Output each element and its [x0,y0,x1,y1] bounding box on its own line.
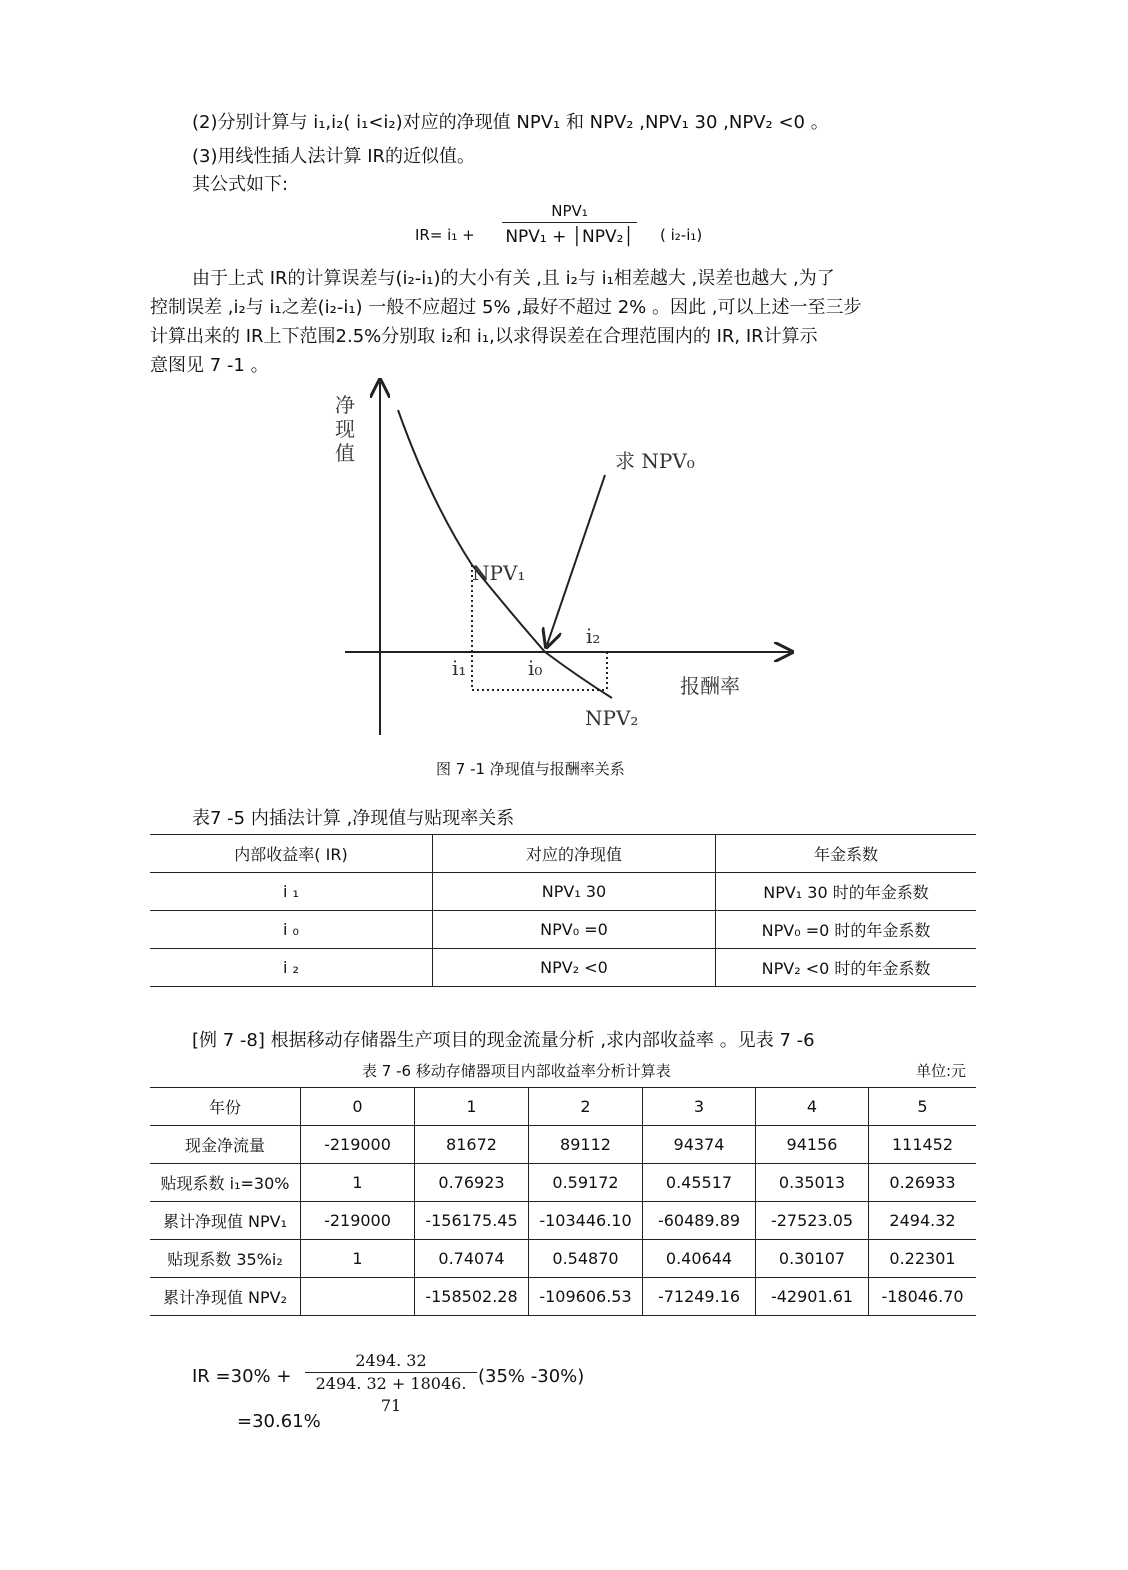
table-row [150,1202,976,1240]
table76-unit: 单位:元 [916,1062,967,1080]
cell: -60489.89 [643,1202,756,1240]
step3-text: (3)用线性插人法计算 IR的近似值。 [192,146,476,167]
header-cell: 1 [415,1088,529,1126]
cell: 0.40644 [643,1240,756,1278]
header-cell: 年份 [150,1088,301,1126]
arrow-to-npv0 [547,475,605,645]
cell: 94374 [643,1126,756,1164]
cell: NPV₁ 30 时的年金系数 [716,873,977,911]
table-row [150,1278,976,1316]
cell: -219000 [301,1126,415,1164]
table-row [150,949,976,987]
cell: 0.26933 [869,1164,977,1202]
cell: 81672 [415,1126,529,1164]
cell: 0.22301 [869,1240,977,1278]
cell: 1 [301,1240,415,1278]
header-cell: 对应的净现值 [433,835,716,873]
header-cell: 内部收益率( IR) [150,835,433,873]
row-label-cell: 现金净流量 [150,1126,301,1164]
formula-intro: 其公式如下: [192,174,289,195]
header-cell: 年金系数 [716,835,977,873]
y-axis-label: 值 [335,441,355,465]
table-row [150,1240,976,1278]
table-header-row [150,835,976,873]
npv2-label: NPV₂ [585,706,639,730]
cell: 0.59172 [529,1164,643,1202]
figure-caption: 图 7 -1 净现值与报酬率关系 [436,760,625,778]
cell: i ₂ [150,949,433,987]
cell: -103446.10 [529,1202,643,1240]
cell: NPV₀ =0 [433,911,716,949]
cell: 89112 [529,1126,643,1164]
table-header-row [150,1088,976,1126]
npv0-label: 求 NPV₀ [615,449,695,473]
i1-label: i₁ [452,656,467,680]
header-cell: 5 [869,1088,977,1126]
cell: -158502.28 [415,1278,529,1316]
cell: NPV₂ <0 [433,949,716,987]
row-label-cell: 累计净现值 NPV₂ [150,1278,301,1316]
cell: 0.30107 [756,1240,869,1278]
cell: -156175.45 [415,1202,529,1240]
error-line-3: 计算出来的 IR上下范围2.5%分别取 i₂和 i₁,以求得误差在合理范围内的 IR, IR计算示 [150,326,818,347]
formula-factor: ( i₂-i₁) [660,226,703,244]
cell: 94156 [756,1126,869,1164]
formula-numerator: NPV₁ [551,202,588,220]
table-row [150,1164,976,1202]
cell: NPV₁ 30 [433,873,716,911]
formula2-factor: (35% -30%) [478,1366,585,1387]
header-cell: 3 [643,1088,756,1126]
table-7-5 [150,834,976,987]
cell: i ₁ [150,873,433,911]
table-row [150,1126,976,1164]
i0-label: i₀ [528,656,543,680]
error-line-2: 控制误差 ,i₂与 i₁之差(i₂-i₁) 一般不应超过 5% ,最好不超过 2% 。因此 ,可以上述一至三步 [150,297,862,318]
row-label-cell: 贴现系数 i₁=30% [150,1164,301,1202]
formula2-lhs: IR =30% + [192,1366,292,1387]
error-line-1: 由于上式 IR的计算误差与(i₂-i₁)的大小有关 ,且 i₂与 i₁相差越大 ,误差也越大 ,为了 [192,268,835,289]
formula2-denominator: 2494. 32 + 18046. 71 [315,1374,467,1415]
i2-label: i₂ [586,624,601,648]
cell: NPV₂ <0 时的年金系数 [716,949,977,987]
formula2-numerator: 2494. 32 [355,1351,427,1370]
formula2-result: =30.61% [237,1411,321,1432]
table76-title: 表 7 -6 移动存储器项目内部收益率分析计算表 [362,1062,671,1080]
y-axis-label: 净 [335,393,355,417]
table-row [150,873,976,911]
cell: 0.54870 [529,1240,643,1278]
cell: -109606.53 [529,1278,643,1316]
cell: 0.74074 [415,1240,529,1278]
cell: -18046.70 [869,1278,977,1316]
x-axis-label: 报酬率 [680,674,740,698]
table-7-6 [150,1087,976,1316]
cell: 2494.32 [869,1202,977,1240]
cell: -42901.61 [756,1278,869,1316]
npv1-label: NPV₁ [472,561,526,585]
y-axis-label: 现 [335,417,355,441]
step2-text: (2)分别计算与 i₁,i₂( i₁<i₂)对应的净现值 NPV₁ 和 NPV₂ ,NPV₁ 30 ,NPV₂ <0 。 [192,112,829,133]
cell: -27523.05 [756,1202,869,1240]
row-label-cell: 贴现系数 35%i₂ [150,1240,301,1278]
formula-denominator: NPV₁ + │NPV₂│ [505,227,634,247]
cell: 1 [301,1164,415,1202]
cell: -219000 [301,1202,415,1240]
cell: i ₀ [150,911,433,949]
cell: 0.45517 [643,1164,756,1202]
header-cell: 2 [529,1088,643,1126]
cell: 0.35013 [756,1164,869,1202]
table-row [150,911,976,949]
error-line-4: 意图见 7 -1 。 [150,355,269,376]
header-cell: 4 [756,1088,869,1126]
row-label-cell: 累计净现值 NPV₁ [150,1202,301,1240]
cell: -71249.16 [643,1278,756,1316]
example-text: [例 7 -8] 根据移动存储器生产项目的现金流量分析 ,求内部收益率 。见表 7 -6 [192,1030,815,1051]
cell [301,1278,415,1316]
header-cell: 0 [301,1088,415,1126]
cell: 0.76923 [415,1164,529,1202]
formula-lhs: IR= i₁ + [415,226,475,244]
cell: 111452 [869,1126,977,1164]
formula2-fraction [305,1350,477,1417]
npv-curve [398,410,612,698]
cell: NPV₀ =0 时的年金系数 [716,911,977,949]
table75-title: 表7 -5 内插法计算 ,净现值与贴现率关系 [192,808,515,829]
